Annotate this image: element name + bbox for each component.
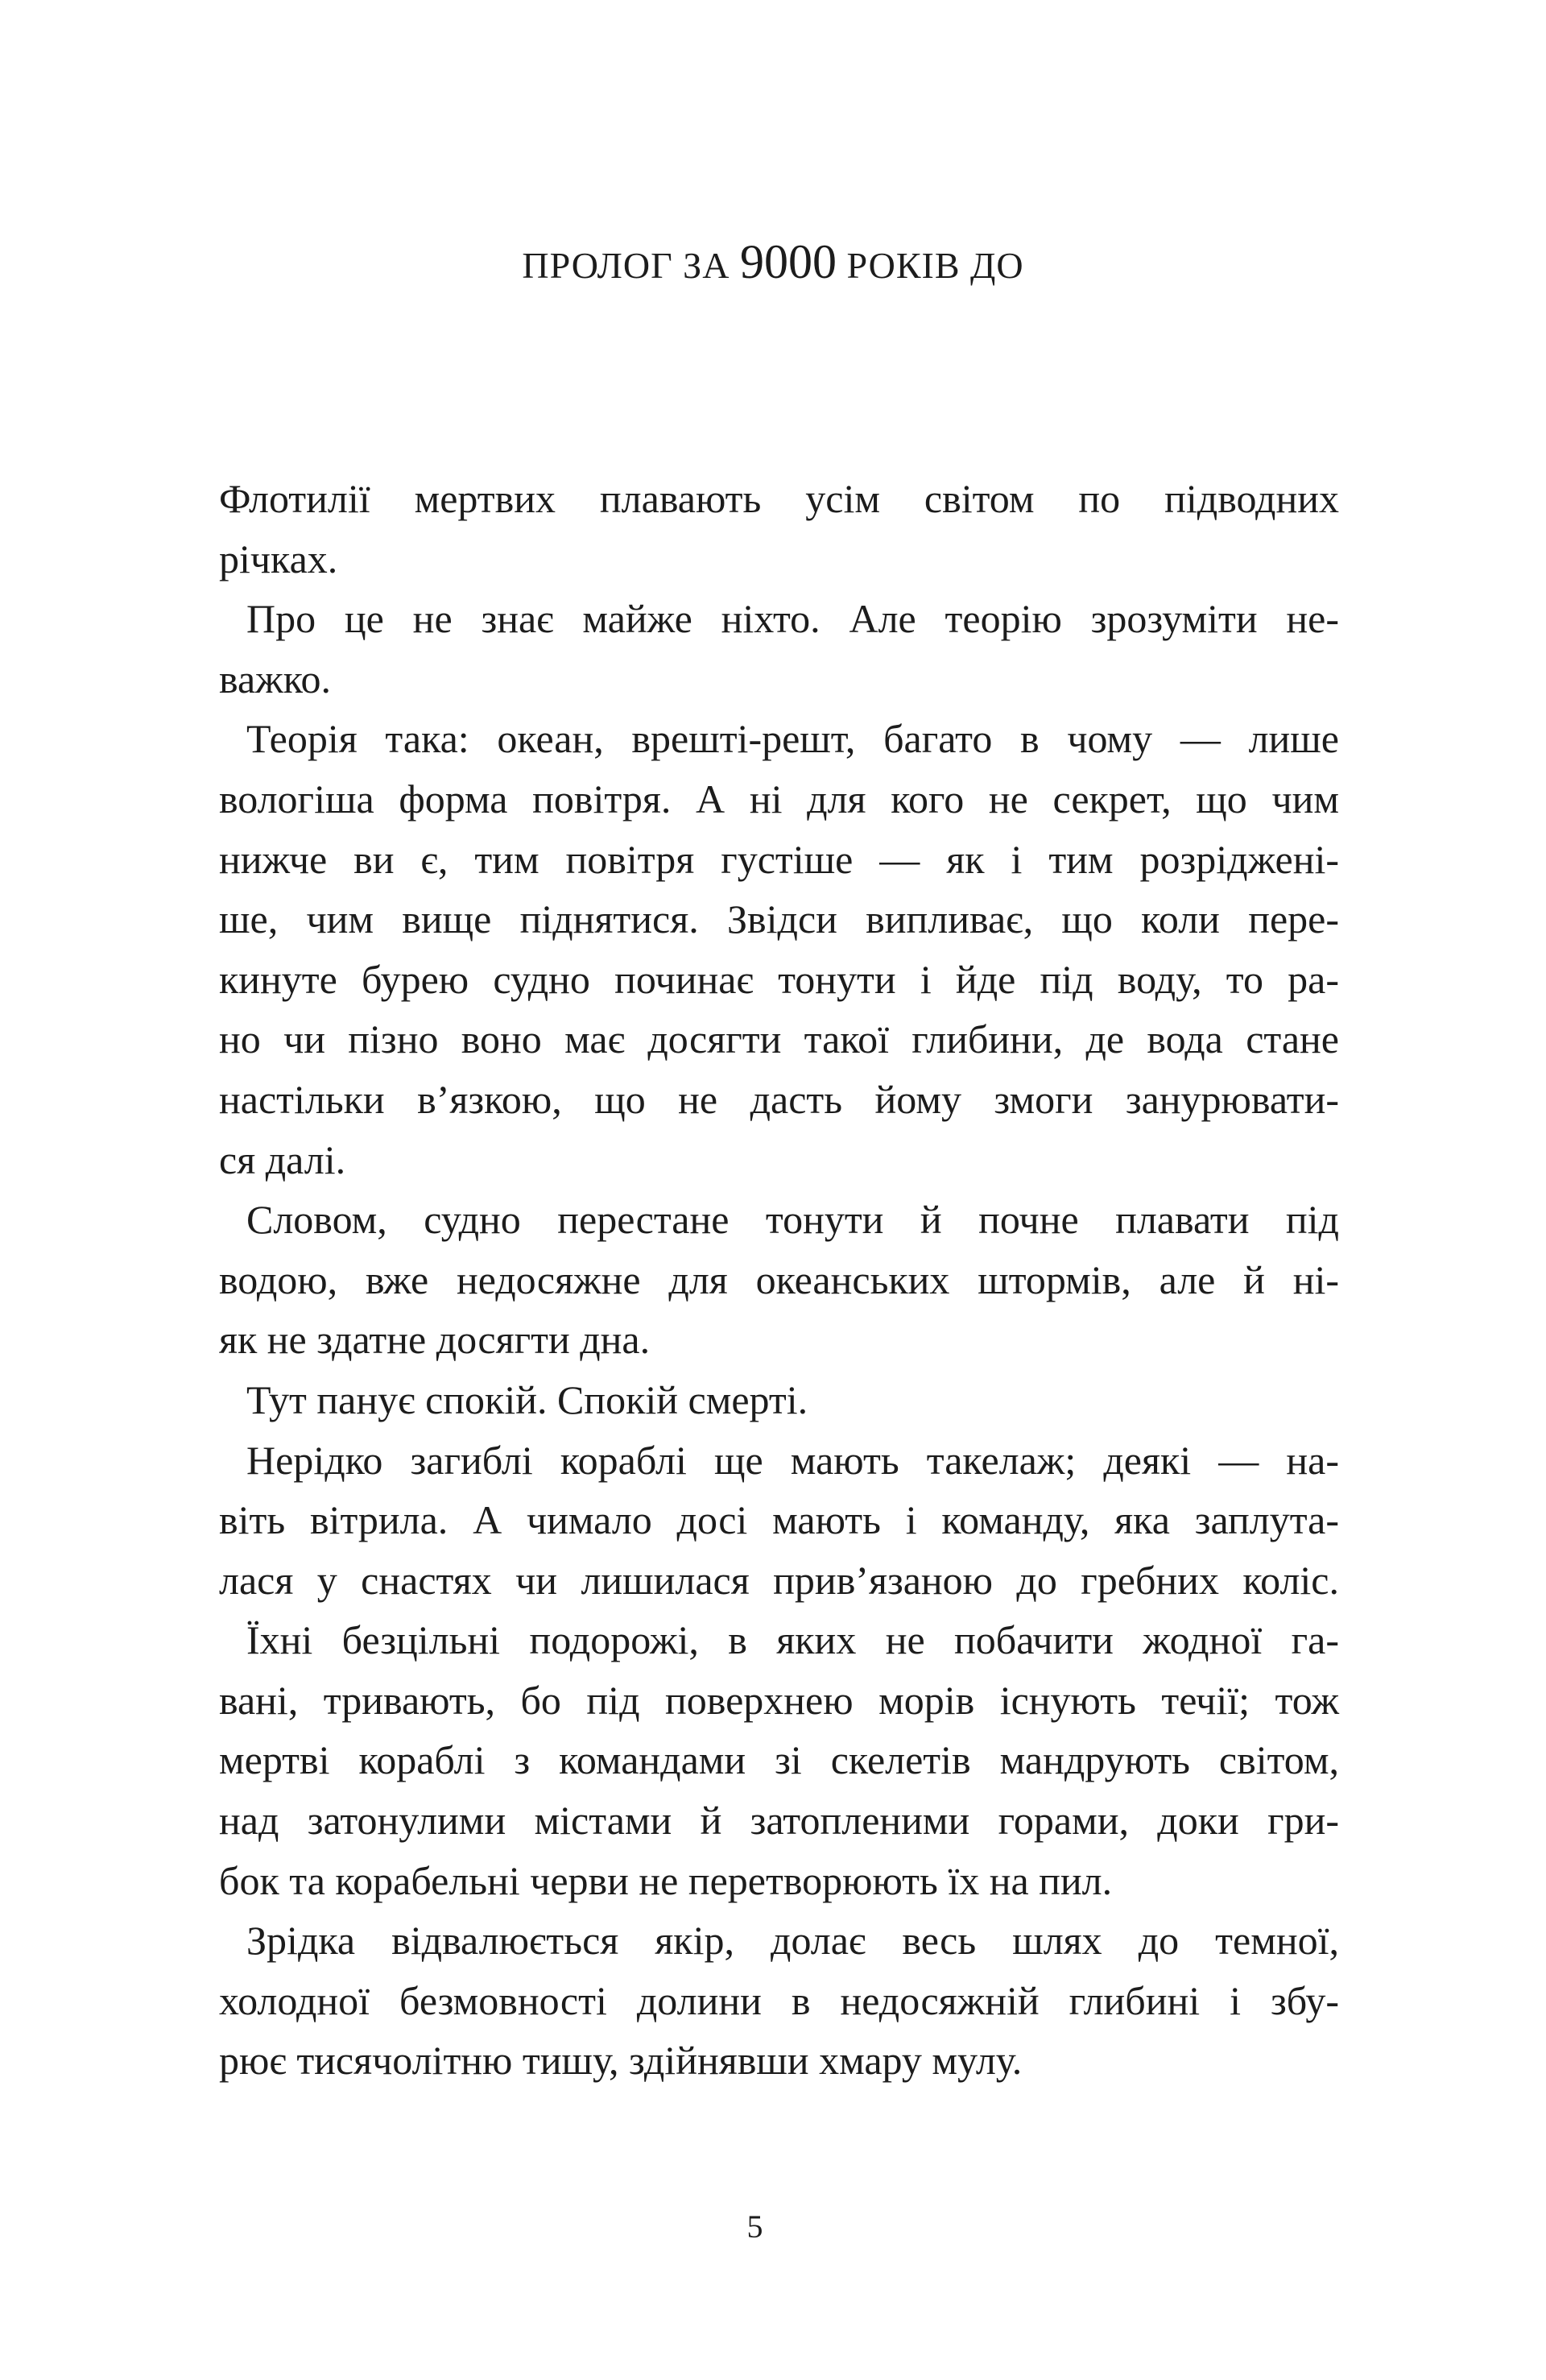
text-line: як не здатне досягти дна. — [219, 1317, 651, 1363]
text-line: нижче ви є, тим повітря густіше — як і тим розріджені- — [219, 836, 1339, 882]
paragraph-first-line: Теорія така: океан, врешті-решт, багато в чому — лише — [246, 716, 1339, 762]
paragraph-first-line: Нерідко загиблі кораблі ще мають такелаж; деякі — на- — [246, 1437, 1339, 1483]
text-line: настільки в’язкою, що не дасть йому змоги занурювати- — [219, 1076, 1339, 1122]
chapter-title-prefix: ПРОЛОГ ЗА — [522, 245, 730, 286]
text-line: водою, вже недосяжне для океанських штормів, але й ні- — [219, 1256, 1339, 1302]
text-line: Флотилії мертвих плавають усім світом по підводних — [219, 476, 1339, 521]
text-line: кинуте бурею судно починає тонути і йде під воду, то ра- — [219, 956, 1339, 1002]
text-line: вологіша форма повітря. А ні для кого не секрет, що чим — [219, 776, 1339, 822]
body-text — [219, 469, 1339, 2091]
chapter-title-suffix: РОКІВ ДО — [846, 245, 1024, 286]
text-line: рює тисячолітню тишу, здійнявши хмару мулу. — [219, 2038, 1023, 2084]
paragraph-first-line: Їхні безцільні подорожі, в яких не побачити жодної га- — [246, 1617, 1339, 1663]
paragraph-first-line: Зрідка відвалюється якір, долає весь шлях до темної, — [246, 1918, 1339, 1964]
chapter-title — [0, 234, 1546, 294]
text-line: ся далі. — [219, 1136, 346, 1182]
text-line: річках. — [219, 536, 338, 582]
paragraph-first-line: Словом, судно перестане тонути й почне плавати під — [246, 1197, 1339, 1243]
paragraph-first-line: Про це не знає майже ніхто. Але теорію зрозуміти не- — [246, 596, 1339, 642]
text-line: но чи пізно воно має досягти такої глибини, де вода стане — [219, 1016, 1339, 1062]
text-line: холодної безмовності долини в недосяжній глибині і збу- — [219, 1977, 1339, 2023]
text-line: вані, тривають, бо під поверхнею морів існують течії; тож — [219, 1677, 1339, 1723]
text-line: важко. — [219, 656, 331, 702]
text-line: бок та корабельні черви не перетворюють їх на пил. — [219, 1857, 1113, 1903]
chapter-title-number: 9000 — [739, 235, 837, 288]
text-line: мертві кораблі з командами зі скелетів мандрують світом, — [219, 1737, 1339, 1783]
page-number: 5 — [746, 2208, 763, 2245]
paragraph-first-line: Тут панує спокій. Спокій смерті. — [246, 1376, 808, 1422]
text-line: ше, чим вище піднятися. Звідси випливає, що коли пере- — [219, 896, 1339, 942]
text-line: над затонулими містами й затопленими горами, доки гри- — [219, 1798, 1339, 1844]
text-line: віть вітрила. А чимало досі мають і команду, яка заплута- — [219, 1497, 1339, 1543]
text-line: лася у снастях чи лишилася прив’язаною до гребних коліс. — [219, 1557, 1339, 1603]
